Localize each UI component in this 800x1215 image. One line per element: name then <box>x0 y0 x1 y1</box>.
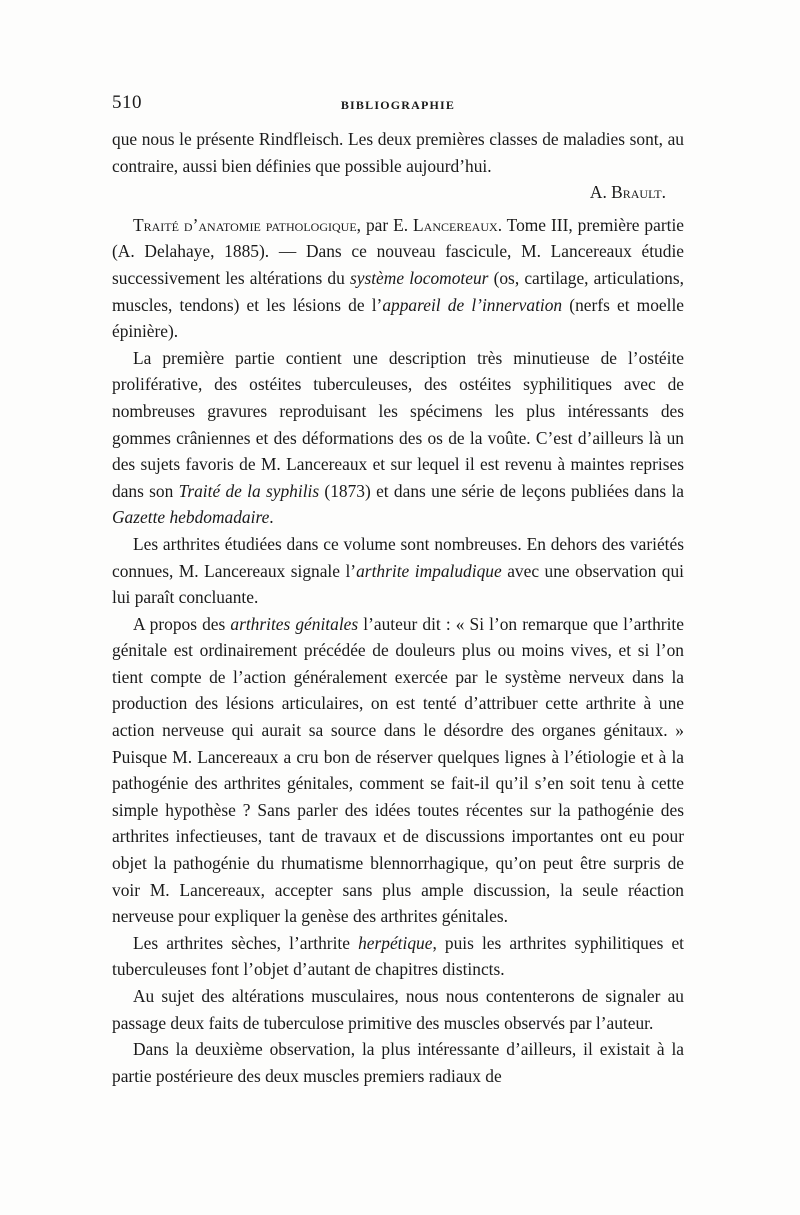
text-run: La première partie contient une description très minutieuse de l’ostéite proliférative, des ostéites tuberculeuses, des ostéites syphilitiques avec de nombreuses gravures reproduisant les spécimens les plus intéressants des gommes crâniennes et des déformations des os de la voûte. C’est d’ailleurs là un des sujets favoris de M. Lancereaux et sur lequel il est revenu à maintes reprises dans son <box>112 347 684 501</box>
paragraph <box>112 345 684 531</box>
paragraph <box>112 531 684 611</box>
paragraph <box>112 1036 684 1089</box>
italic-term: herpétique <box>358 932 433 953</box>
italic-term: Traité de la syphilis <box>178 480 320 501</box>
paragraph <box>112 983 684 1036</box>
page-number: 510 <box>112 92 142 113</box>
text-run: avec une observation qui lui paraît concluante. <box>112 560 685 608</box>
italic-term: Gazette hebdomadaire <box>112 507 270 528</box>
paragraph <box>112 611 684 930</box>
text-run: (nerfs et moelle épinière). <box>112 294 684 342</box>
text-run: Dans la deuxième observation, la plus intéressante d’ailleurs, il existait à la partie postérieure des deux muscles premiers radiaux de <box>112 1039 684 1086</box>
text-run: , par <box>356 214 394 235</box>
text-run: Au sujet des altérations musculaires, nous nous contenterons de signaler au passage deux faits de tuberculose primitive des muscles observés par l’auteur. <box>112 986 684 1033</box>
text-run: Les arthrites étudiées dans ce volume sont nombreuses. En dehors des variétés connues, M. Lancereaux signale l’ <box>112 533 684 581</box>
text-run: l’auteur dit : « Si l’on remarque que l’arthrite génitale est ordinairement précédée de douleurs plus ou moins vives, et si l’on tient compte de l’action généralement exercée par le système nerveux dans la production des lésions articulaires, on est tenté d’attribuer cette arthrite à une action nerveuse qui aurait sa source dans le désordre des organes génitaux. » Puisque M. Lancereaux a cru bon de réserver quelques lignes à l’étiologie et à la pathogénie des arthrites génitales, comment se fait-il qu’il s’en soit tenu à cette simple hypothèse ? Sans parler des idées toutes récentes sur la pathogénie des arthrites infectieuses, tant de travaux et de discussions importantes ont eu pour objet la pathogénie du rhumatisme blennorrhagique, qu’on peut être surpris de voir M. Lancereaux, accepter sans plus ample discussion, la seule réaction nerveuse pour expliquer la genèse des arthrites génitales. <box>112 613 684 927</box>
text-run: . Tome III, première partie (A. Delahaye, 1885). — Dans ce nouveau fascicule, M. Lancereaux étudie successivement les altérations du <box>112 214 684 288</box>
book-author: E. Lancereaux <box>393 214 498 235</box>
book-title: Traité d’anatomie pathologique <box>133 214 357 235</box>
italic-term: appareil de l’innervation <box>382 294 563 315</box>
page-header <box>112 92 684 126</box>
text-run: (1873) et dans une série de leçons publiées dans la <box>319 480 684 501</box>
text-run: (os, cartilage, articulations, muscles, tendons) et les lésions de l’ <box>112 267 684 315</box>
text-run: A propos des <box>133 613 231 634</box>
running-title: BIBLIOGRAPHIE <box>340 98 456 112</box>
italic-term: arthrites génitales <box>230 613 359 634</box>
paragraph-text: que nous le présente Rindfleisch. Les deux premières classes de maladies sont, au contraire, aussi bien définies que possible aujourd’hui. <box>112 129 684 176</box>
text-run: , puis les arthrites syphilitiques et tuberculeuses font l’objet d’autant de chapitres distincts. <box>112 932 685 980</box>
italic-term: arthrite impaludique <box>356 560 502 581</box>
text-run: Les arthrites sèches, l’arthrite <box>133 932 359 953</box>
book-page <box>112 92 684 1089</box>
text-run: . <box>269 507 274 528</box>
paragraph-continuation <box>112 126 684 179</box>
signature-line <box>112 179 684 206</box>
paragraph <box>112 930 684 983</box>
review-intro-paragraph <box>112 212 684 345</box>
italic-term: système locomoteur <box>349 267 489 288</box>
reviewer-signature: A. Brault. <box>589 182 666 203</box>
body-text <box>112 126 684 1089</box>
